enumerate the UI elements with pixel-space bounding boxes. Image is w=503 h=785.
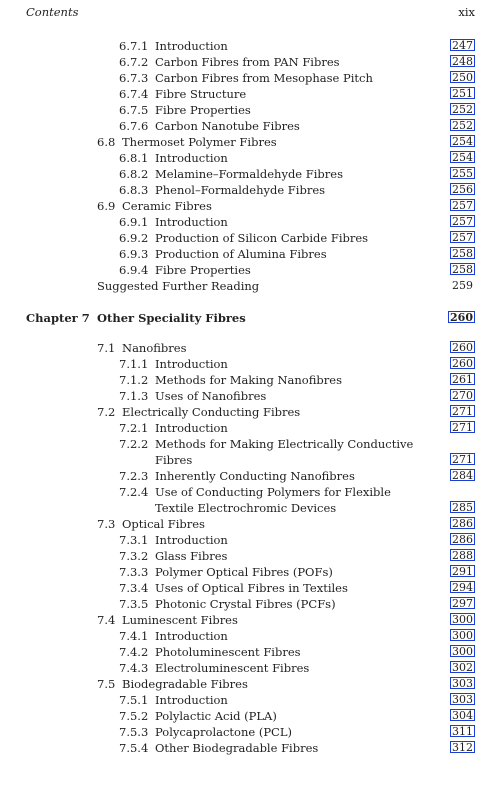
section-number: 7.5.2	[119, 709, 149, 723]
section-number: 7.4.1	[119, 629, 149, 643]
section-number: 7.5.1	[119, 693, 149, 707]
section-number: 7.3.4	[119, 581, 149, 595]
toc-entry	[0, 166, 503, 182]
toc-entry	[0, 644, 503, 660]
section-title: Inherently Conducting Nanofibres	[155, 469, 355, 483]
section-number: 6.9	[97, 199, 116, 213]
page-number-link[interactable]: 250	[452, 71, 473, 84]
toc-entry	[0, 676, 503, 692]
page-number-link[interactable]: 257	[452, 231, 473, 244]
page-number-link[interactable]: 252	[452, 103, 473, 116]
toc-entry	[0, 452, 503, 468]
section-title: Introduction	[155, 357, 228, 371]
section-title: Melamine–Formaldehyde Fibres	[155, 167, 343, 181]
page-number-link[interactable]: 300	[452, 613, 473, 626]
section-number: 6.7.4	[119, 87, 149, 101]
page-number-link[interactable]: 258	[452, 247, 473, 260]
page-number-link[interactable]: 260	[452, 341, 473, 354]
page-number-link[interactable]: 271	[452, 405, 473, 418]
toc-entry	[0, 516, 503, 532]
section-title: Thermoset Polymer Fibres	[122, 135, 277, 149]
page-number-link[interactable]: 286	[452, 517, 473, 530]
toc-entry	[0, 246, 503, 262]
section-number: 7.1.2	[119, 373, 149, 387]
toc-entry	[0, 70, 503, 86]
section-title: Nanofibres	[122, 341, 187, 355]
page-number-link[interactable]: 304	[452, 709, 473, 722]
section-title: Fibre Structure	[155, 87, 247, 101]
toc-entry	[0, 356, 503, 372]
section-title: Production of Alumina Fibres	[155, 247, 327, 261]
section-title: Methods for Making Nanofibres	[155, 373, 342, 387]
running-header	[26, 5, 475, 21]
section-title: Introduction	[155, 693, 228, 707]
page-number-link[interactable]: 312	[452, 741, 473, 754]
section-title: Introduction	[155, 629, 228, 643]
section-number: 6.7.3	[119, 71, 149, 85]
page-number-link[interactable]: 303	[452, 677, 473, 690]
section-title: Glass Fibres	[155, 549, 228, 563]
section-title: Use of Conducting Polymers for Flexible	[155, 485, 391, 499]
toc-entry	[0, 580, 503, 596]
section-number: 6.7.2	[119, 55, 149, 69]
section-title: Electroluminescent Fibres	[155, 661, 310, 675]
page-number-link[interactable]: 258	[452, 263, 473, 276]
section-number: 6.8.1	[119, 151, 149, 165]
section-number: 7.4.2	[119, 645, 149, 659]
toc-entry	[0, 150, 503, 166]
section-title: Electrically Conducting Fibres	[122, 405, 301, 419]
page-number-link[interactable]: 251	[452, 87, 473, 100]
page-number-link[interactable]: 256	[452, 183, 473, 196]
page-number-link[interactable]: 288	[452, 549, 473, 562]
page-number-link[interactable]: 297	[452, 597, 473, 610]
page-number-link[interactable]: 252	[452, 119, 473, 132]
toc-entry	[0, 532, 503, 548]
page-number-link[interactable]: 311	[452, 725, 473, 738]
page-number-link[interactable]: 286	[452, 533, 473, 546]
section-number: 6.8.2	[119, 167, 149, 181]
toc-entry	[0, 230, 503, 246]
section-number: 6.8	[97, 135, 116, 149]
section-number: 6.9.4	[119, 263, 149, 277]
section-number: 7.5.4	[119, 741, 149, 755]
toc-entry	[0, 340, 503, 356]
toc-entry	[0, 102, 503, 118]
toc-entry	[0, 436, 503, 452]
section-title: Other Biodegradable Fibres	[155, 741, 319, 755]
section-title: Carbon Fibres from PAN Fibres	[155, 55, 340, 69]
section-title: Polylactic Acid (PLA)	[155, 709, 277, 723]
toc-entry	[0, 118, 503, 134]
page-number-link[interactable]: 254	[452, 151, 473, 164]
page-number-link[interactable]: 257	[452, 199, 473, 212]
page-number-link[interactable]: 294	[452, 581, 473, 594]
section-title: Fibre Properties	[155, 103, 251, 117]
section-number: 7.1	[97, 341, 116, 355]
section-title: Ceramic Fibres	[122, 199, 212, 213]
section-title: Uses of Nanofibres	[155, 389, 267, 403]
toc-entry	[0, 596, 503, 612]
section-title: Luminescent Fibres	[122, 613, 238, 627]
toc-entry	[0, 134, 503, 150]
section-title: Photoluminescent Fibres	[155, 645, 301, 659]
page-number-link[interactable]: 300	[452, 645, 473, 658]
page-number-link[interactable]: 291	[452, 565, 473, 578]
section-number: 7.5.3	[119, 725, 149, 739]
toc-entry	[0, 198, 503, 214]
section-title: Introduction	[155, 533, 228, 547]
toc-entry	[0, 692, 503, 708]
section-number: 6.7.5	[119, 103, 149, 117]
page-number-link[interactable]: 303	[452, 693, 473, 706]
section-title: Production of Silicon Carbide Fibres	[155, 231, 369, 245]
section-title: Textile Electrochromic Devices	[155, 501, 337, 515]
section-title: Introduction	[155, 151, 228, 165]
section-title: Fibres	[155, 453, 193, 467]
section-number: 7.1.1	[119, 357, 149, 371]
section-title: Polycaprolactone (PCL)	[155, 725, 292, 739]
section-number: 6.9.1	[119, 215, 149, 229]
section-title: Suggested Further Reading	[97, 279, 260, 293]
toc-entry	[0, 214, 503, 230]
page-number-link[interactable]: 285	[452, 501, 473, 514]
page-number-link[interactable]: 260	[450, 311, 473, 324]
toc-entry	[0, 468, 503, 484]
toc-entry	[0, 404, 503, 420]
header-page-number: xix	[458, 5, 475, 19]
section-number: 7.2	[97, 405, 116, 419]
section-title: Introduction	[155, 421, 228, 435]
section-number: 6.9.2	[119, 231, 149, 245]
section-number: 7.5	[97, 677, 116, 691]
toc-entry	[0, 484, 503, 500]
section-title: Methods for Making Electrically Conductive	[155, 437, 414, 451]
toc-entry	[0, 262, 503, 278]
toc-entry	[0, 724, 503, 740]
section-number: 7.1.3	[119, 389, 149, 403]
page-number-link[interactable]: 248	[452, 55, 473, 68]
page-number: 259	[452, 279, 473, 292]
section-number: 7.3.1	[119, 533, 149, 547]
section-title: Biodegradable Fibres	[122, 677, 248, 691]
page-number-link[interactable]: 302	[452, 661, 473, 674]
page-number-link[interactable]: 270	[452, 389, 473, 402]
page-number-link[interactable]: 300	[452, 629, 473, 642]
header-section-title: Contents	[26, 5, 79, 19]
section-title: Introduction	[155, 215, 228, 229]
section-number: 6.8.3	[119, 183, 149, 197]
page-number-link[interactable]: 271	[452, 453, 473, 466]
toc-entry	[0, 660, 503, 676]
section-number: 6.7.6	[119, 119, 149, 133]
toc-entry	[0, 500, 503, 516]
section-title: Photonic Crystal Fibres (PCFs)	[155, 597, 336, 611]
toc-entry	[0, 38, 503, 54]
toc-entry	[0, 612, 503, 628]
section-number: 7.2.1	[119, 421, 149, 435]
toc-entry	[0, 548, 503, 564]
section-title: Fibre Properties	[155, 263, 251, 277]
toc-entry	[0, 420, 503, 436]
section-number: 7.4	[97, 613, 116, 627]
page-number-link[interactable]: 284	[452, 469, 473, 482]
page-number-link[interactable]: 257	[452, 215, 473, 228]
toc-entry	[0, 564, 503, 580]
toc-entry	[0, 54, 503, 70]
page-number-link[interactable]: 254	[452, 135, 473, 148]
section-title: Introduction	[155, 39, 228, 53]
page-number-link[interactable]: 247	[452, 39, 473, 52]
section-number: 7.4.3	[119, 661, 149, 675]
section-number: 7.3	[97, 517, 116, 531]
section-number: 7.2.3	[119, 469, 149, 483]
toc-entry	[0, 388, 503, 404]
section-number: 7.3.5	[119, 597, 149, 611]
section-title: Carbon Fibres from Mesophase Pitch	[155, 71, 373, 85]
toc-entry	[0, 182, 503, 198]
toc-entry	[0, 708, 503, 724]
section-title: Other Speciality Fibres	[97, 311, 246, 325]
section-number: 6.7.1	[119, 39, 149, 53]
toc-chapter-row	[0, 310, 503, 326]
toc-entry	[0, 628, 503, 644]
page-number-link[interactable]: 261	[452, 373, 473, 386]
page-number-link[interactable]: 271	[452, 421, 473, 434]
section-title: Uses of Optical Fibres in Textiles	[155, 581, 348, 595]
section-number: 7.3.2	[119, 549, 149, 563]
section-number: 7.2.2	[119, 437, 149, 451]
section-title: Carbon Nanotube Fibres	[155, 119, 300, 133]
section-title: Optical Fibres	[122, 517, 205, 531]
page-number-link[interactable]: 260	[452, 357, 473, 370]
toc-entry	[0, 86, 503, 102]
chapter-label: Chapter 7	[26, 311, 90, 325]
toc-entry	[0, 740, 503, 756]
section-number: 7.2.4	[119, 485, 149, 499]
section-number: 6.9.3	[119, 247, 149, 261]
section-title: Polymer Optical Fibres (POFs)	[155, 565, 333, 579]
section-title: Phenol–Formaldehyde Fibres	[155, 183, 326, 197]
toc-entry	[0, 278, 503, 294]
toc-entry	[0, 372, 503, 388]
page-number-link[interactable]: 255	[452, 167, 473, 180]
section-number: 7.3.3	[119, 565, 149, 579]
